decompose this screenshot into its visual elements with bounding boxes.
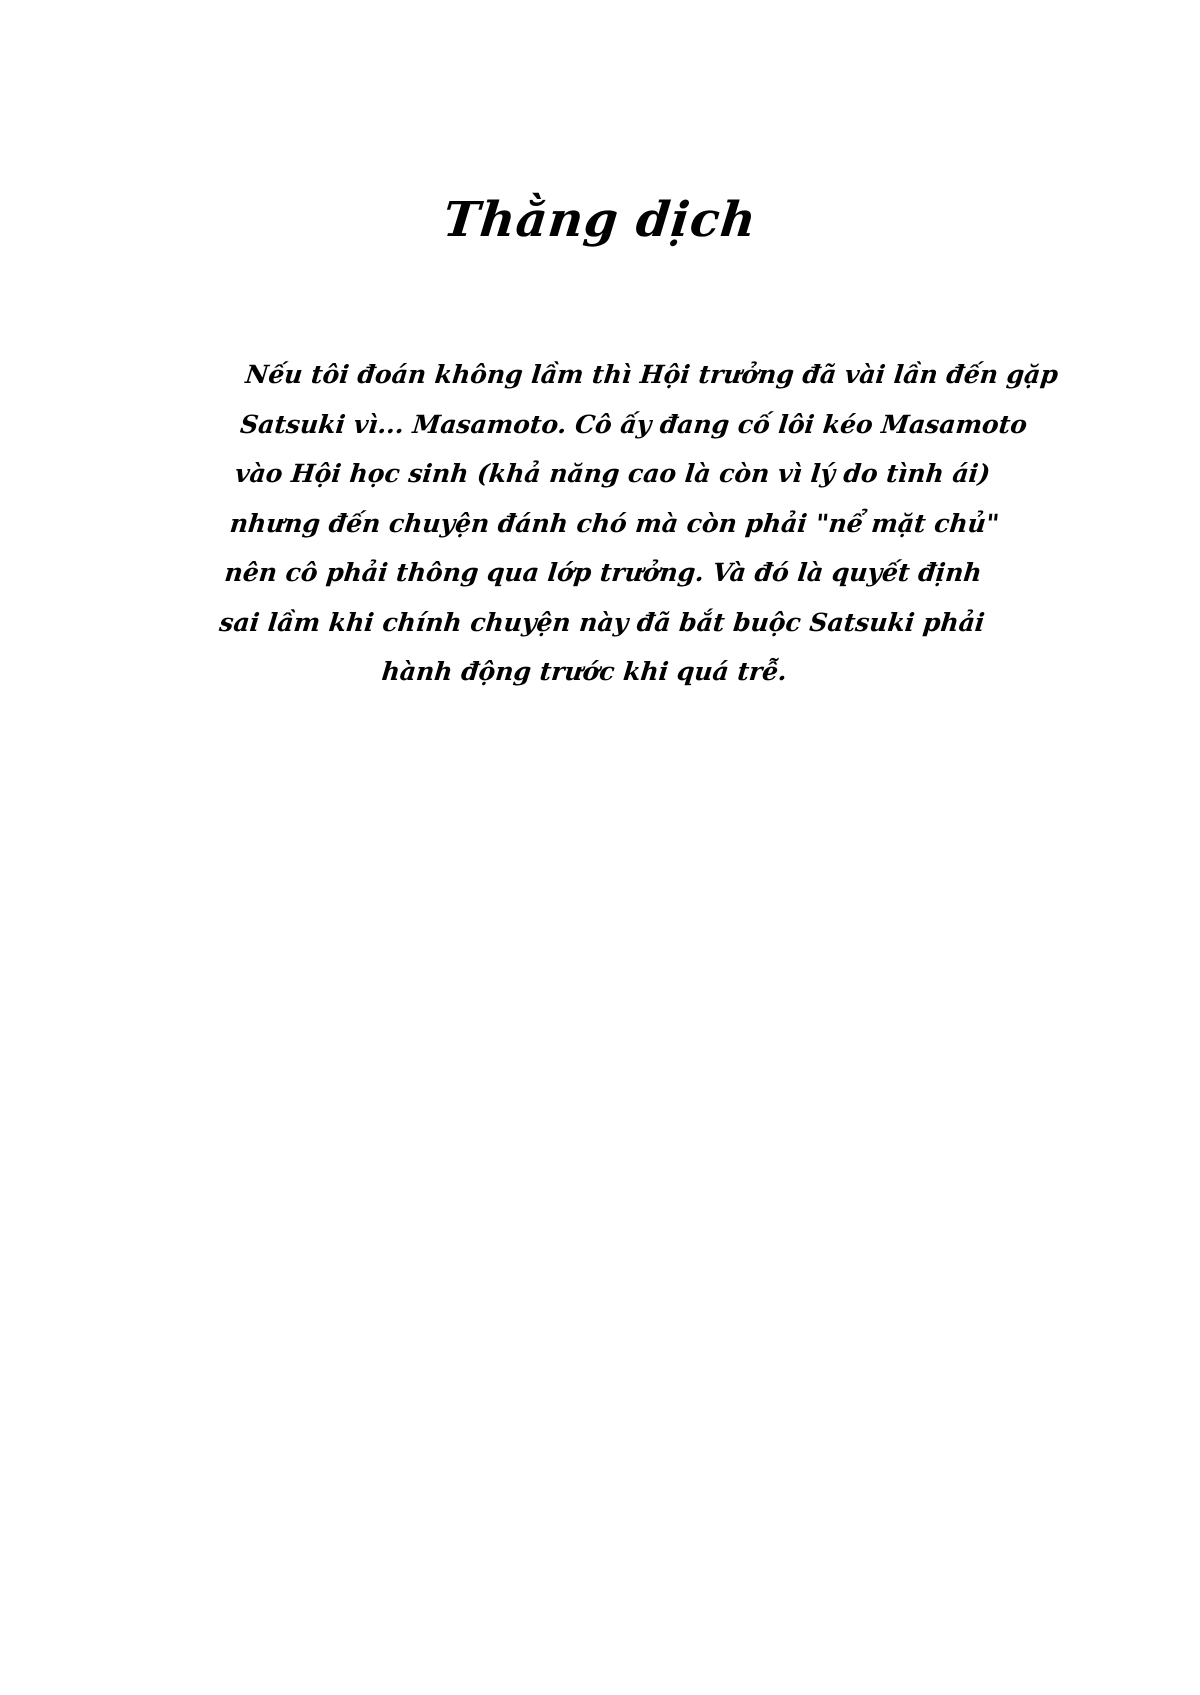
paragraph-line-7: hành động trước khi quá trễ.: [380, 657, 789, 686]
paragraph-line-1: Nếu tôi đoán không lầm thì Hội trưởng đã vài lần đến gặp: [244, 360, 1060, 389]
paragraph-line-2: Satsuki vì... Masamoto. Cô ấy đang cố lôi kéo Masamoto: [238, 409, 1029, 439]
paragraph-line-5: nên cô phải thông qua lớp trưởng. Và đó là quyết định: [223, 558, 984, 587]
page-title: Thằng dịch: [440, 192, 760, 248]
paragraph-line-6: sai lầm khi chính chuyện này đã bắt buộc Satsuki phải: [218, 607, 987, 637]
paragraph-line-4: nhưng đến chuyện đánh chó mà còn phải "nể mặt chủ": [228, 508, 1001, 538]
body-paragraph: [212, 350, 1060, 697]
paragraph-line-3: vào Hội học sinh (khả năng cao là còn vì lý do tình ái): [233, 459, 992, 488]
